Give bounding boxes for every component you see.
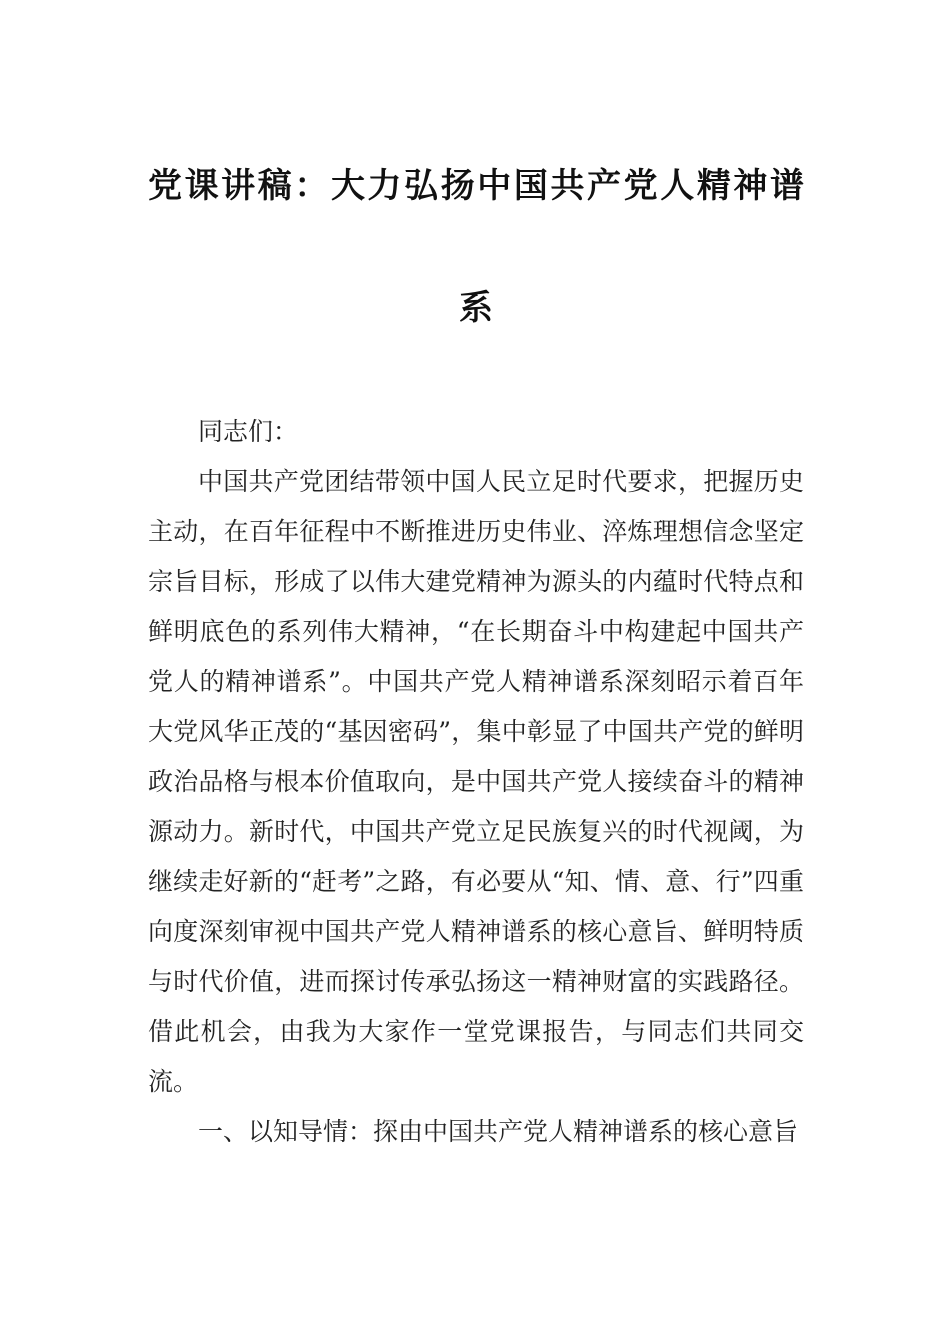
section-heading-block <box>148 1107 804 1157</box>
greeting-block <box>148 407 804 457</box>
section-heading: 一、以知导情：探由中国共产党人精神谱系的核心意旨 <box>198 1117 799 1146</box>
document-title-line-1: 党课讲稿：大力弘扬中国共产党人精神谱 <box>148 166 804 206</box>
document-title-line-2: 系 <box>459 288 493 328</box>
body-paragraph: 中国共产党团结带领中国人民立足时代要求，把握历史主动，在百年征程中不断推进历史伟业、淬炼理想信念坚定宗旨目标，形成了以伟大建党精神为源头的内蕴时代特点和鲜明底色的系列伟大精神，“在长期奋斗中构建起中国共产党人的精神谱系”。中国共产党人精神谱系深刻昭示着百年大党风华正茂的“基因密码”，集中彰显了中国共产党的鲜明政治品格与根本价值取向，是中国共产党人接续奋斗的精神源动力。新时代，中国共产党立足民族复兴的时代视阈，为继续走好新的“赶考”之路，有必要从“知、情、意、行”四重向度深刻审视中国共产党人精神谱系的核心意旨、鲜明特质与时代价值，进而探讨传承弘扬这一精神财富的实践路径。借此机会，由我为大家作一堂党课报告，与同志们共同交流。 <box>148 467 804 1096</box>
body-paragraph-block <box>148 457 804 1107</box>
greeting: 同志们： <box>198 417 299 446</box>
